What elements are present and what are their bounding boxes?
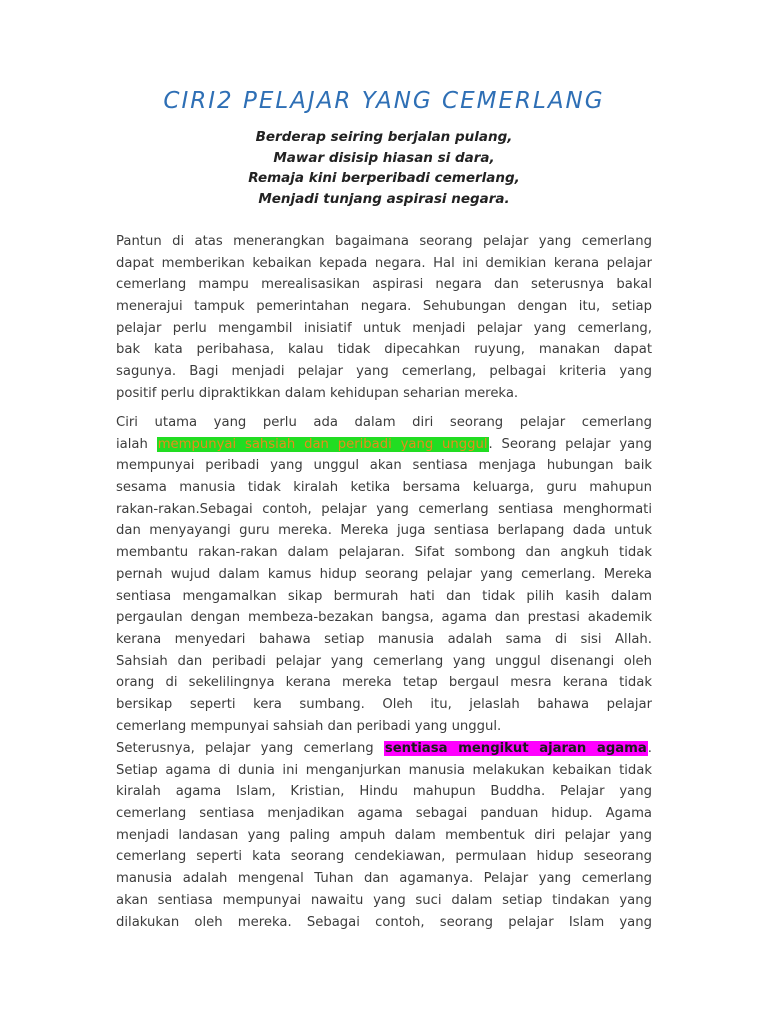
paragraph-line: sesama manusia tidak kiralah ketika bersama keluarga, guru mahupun (116, 480, 652, 496)
paragraph-line: Pantun di atas menerangkan bagaimana seorang pelajar yang cemerlang (116, 234, 652, 249)
highlight-magenta: sentiasa mengikut ajaran agama (384, 741, 647, 756)
paragraph-line: rakan-rakan.Sebagai contoh, pelajar yang cemerlang sentiasa menghormati (116, 501, 652, 517)
pantun-line: Berderap seiring berjalan pulang, (255, 129, 513, 145)
paragraph-line: bak kata peribahasa, kalau tidak dipecahkan ruyung, manakan dapat (116, 342, 652, 358)
paragraph-line: Ciri utama yang perlu ada dalam diri seorang pelajar cemerlang (116, 415, 652, 430)
paragraph-line: dan menyayangi guru mereka. Mereka juga sentiasa berlapang dada untuk (116, 523, 652, 539)
paragraph-line: menerajui tampuk pemerintahan negara. Sehubungan dengan itu, setiap (116, 299, 652, 315)
paragraph-line: kiralah agama Islam, Kristian, Hindu mahupun Buddha. Pelajar yang (116, 784, 652, 800)
paragraph-line: pergaulan dengan membeza-bezakan bangsa, agama dan prestasi akademik (116, 610, 652, 626)
paragraph-line: positif perlu dipraktikkan dalam kehidupan seharian mereka. (116, 385, 519, 401)
paragraph-line: kerana menyedari bahawa setiap manusia adalah sama di sisi Allah. (116, 631, 652, 647)
paragraph-sahsiah (116, 412, 652, 737)
paragraph-line: mempunyai peribadi yang unggul akan sentiasa menjaga hubungan baik (116, 458, 652, 474)
paragraph-line: Sahsiah dan peribadi pelajar yang cemerlang yang unggul disenangi oleh (116, 653, 652, 669)
text-segment: ialah (116, 436, 157, 452)
pantun-verse (0, 127, 768, 209)
paragraph-line: orang di sekelilingnya kerana mereka tetap bergaul mesra kerana tidak (116, 675, 652, 691)
highlight-green: mempunyai sahsiah dan peribadi yang unggul (157, 436, 488, 452)
text-segment: . Seorang pelajar yang (488, 436, 652, 452)
paragraph-agama (116, 738, 652, 933)
paragraph-line: cemerlang seperti kata seorang cendekiawan, permulaan hidup seseorang (116, 849, 652, 865)
paragraph-line: menjadi landasan yang paling ampuh dalam membentuk diri pelajar yang (116, 827, 652, 843)
paragraph-line-highlighted (116, 434, 652, 456)
pantun-line: Menjadi tunjang aspirasi negara. (258, 190, 510, 207)
paragraph-line: pelajar perlu mengambil inisiatif untuk menjadi pelajar yang cemerlang, (116, 320, 652, 336)
paragraph-line: sentiasa mengamalkan sikap bermurah hati dan tidak pilih kasih dalam (116, 588, 652, 604)
paragraph-line: akan sentiasa mempunyai nawaitu yang suci dalam setiap tindakan yang (116, 892, 652, 908)
text-segment: . (647, 741, 652, 756)
paragraph-line: sagunya. Bagi menjadi pelajar yang cemerlang, pelbagai kriteria yang (116, 364, 652, 380)
paragraph-line: bersikap seperti kera sumbang. Oleh itu, jelaslah bahawa pelajar (116, 696, 652, 712)
paragraph-line: Setiap agama di dunia ini menganjurkan manusia melakukan kebaikan tidak (116, 762, 652, 778)
paragraph-line: pernah wujud dalam kamus hidup seorang pelajar yang cemerlang. Mereka (116, 566, 652, 582)
paragraph-line: cemerlang sentiasa menjadikan agama sebagai panduan hidup. Agama (116, 806, 652, 822)
paragraph-line-highlighted (116, 738, 652, 760)
paragraph-line: cemerlang mampu merealisasikan aspirasi negara dan seterusnya bakal (116, 277, 652, 293)
pantun-line: Mawar disisip hiasan si dara, (273, 149, 495, 166)
paragraph-line: dapat memberikan kebaikan kepada negara. Hal ini demikian kerana pelajar (116, 255, 652, 271)
paragraph-line: cemerlang mempunyai sahsiah dan peribadi yang unggul. (116, 718, 502, 734)
paragraph-line: manusia adalah mengenal Tuhan dan agamanya. Pelajar yang cemerlang (116, 871, 652, 887)
paragraph-line: membantu rakan-rakan dalam pelajaran. Sifat sombong dan angkuh tidak (116, 545, 652, 561)
document-title: CIRI2 PELAJAR YANG CEMERLANG (163, 88, 605, 114)
paragraph-introduction (116, 231, 652, 405)
text-segment: Seterusnya, pelajar yang cemerlang (116, 741, 384, 756)
paragraph-line: dilakukan oleh mereka. Sebagai contoh, seorang pelajar Islam yang (116, 914, 652, 930)
pantun-line: Remaja kini berperibadi cemerlang, (248, 170, 520, 186)
